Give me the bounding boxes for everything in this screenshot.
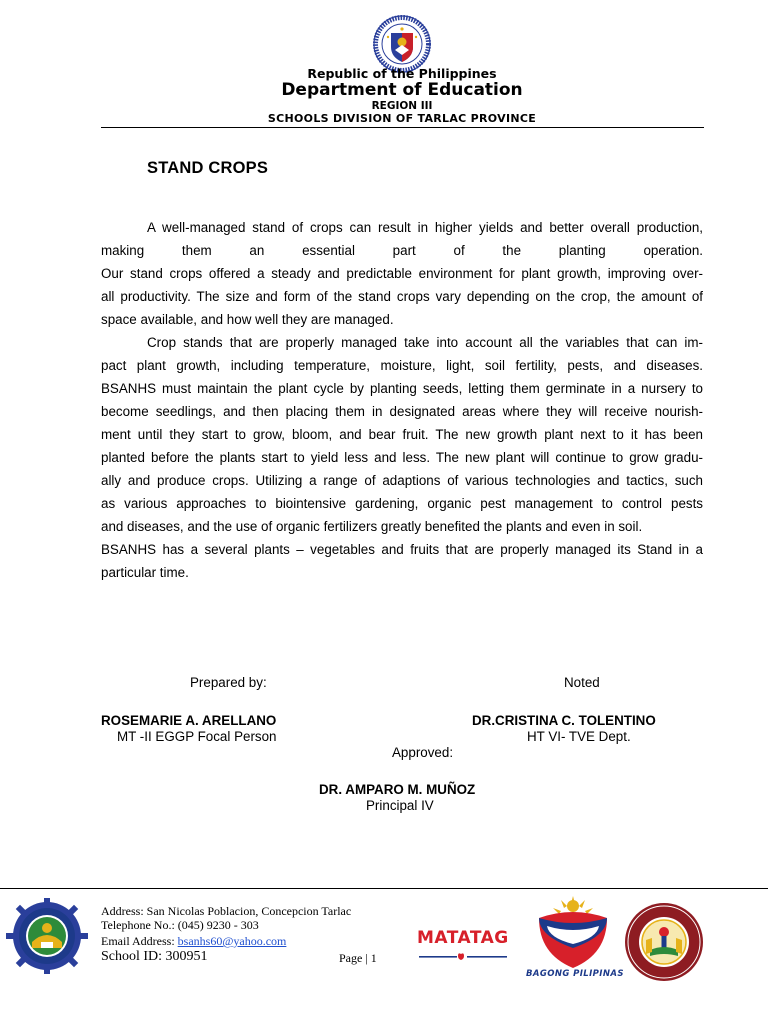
footer-divider: [101, 888, 768, 889]
body-line: ment until they start to grow, bloom, and bear fruit. The new growth plant next to it has been: [101, 427, 703, 442]
approved-by-name: DR. AMPARO M. MUÑOZ: [319, 782, 476, 797]
matatag-tagline-graphic: [417, 953, 511, 961]
approved-by-position: Principal IV: [366, 798, 434, 813]
noted-by-name: DR.CRISTINA C. TOLENTINO: [472, 713, 656, 728]
footer-email-line: [101, 934, 286, 949]
body-line: Crop stands that are properly managed take into account all the variables that can im-: [147, 335, 703, 350]
footer-page-number: Page | 1: [339, 951, 377, 965]
header-divider: [101, 127, 704, 128]
header-republic: Republic of the Philippines: [307, 66, 497, 81]
body-line: particular time.: [101, 565, 189, 580]
footer-email-label: Email Address:: [101, 934, 178, 948]
deped-seal-logo: [373, 15, 431, 73]
body-line: A well-managed stand of crops can result in higher yields and better overall production,: [147, 220, 703, 235]
document-body: [101, 216, 703, 584]
body-line: BSANHS must maintain the plant cycle by planting seeds, letting them germinate in a nursery to: [101, 381, 703, 396]
noted-label: Noted: [564, 675, 600, 690]
header-division: SCHOOLS DIVISION OF TARLAC PROVINCE: [267, 112, 537, 125]
footer-email-link[interactable]: bsanhs60@yahoo.com: [177, 934, 287, 948]
body-line: Our stand crops offered a steady and predictable environment for plant growth, improving over-: [101, 266, 703, 281]
footer-address: Address: San Nicolas Poblacion, Concepcion Tarlac: [101, 904, 352, 918]
bagong-pilipinas-logo: [533, 896, 613, 970]
body-line: space available, and how well they are managed.: [101, 312, 394, 327]
body-line: become seedlings, and then placing them in designated areas where they will receive nourish-: [101, 404, 703, 419]
header-region: REGION III: [371, 100, 433, 112]
body-line: all productivity. The size and form of the stand crops vary depending on the crop, the amount of: [101, 289, 703, 304]
footer-school-id: School ID: 300951: [101, 949, 208, 964]
prepared-by-position: MT -II EGGP Focal Person: [117, 729, 277, 744]
footer-telephone: Telephone No.: (045) 9230 - 303: [101, 918, 259, 932]
body-line: ally and produce crops. Utilizing a range of adaptions of various technologies and tactics, such: [101, 473, 703, 488]
school-logo: [5, 898, 89, 974]
body-line: and diseases, and the use of organic fertilizers greatly benefited the plants and even in soil.: [101, 519, 643, 534]
body-line: pact plant growth, including temperature, moisture, light, soil fertility, pests, and diseases.: [101, 358, 703, 373]
bagong-pilipinas-wordmark: BAGONG PILIPINAS: [526, 969, 624, 979]
matatag-wordmark: MATATAG: [417, 928, 509, 948]
document-title: STAND CROPS: [147, 159, 269, 177]
header-department: Department of Education: [281, 80, 523, 100]
prepared-by-name: ROSEMARIE A. ARELLANO: [101, 713, 277, 728]
prepared-by-label: Prepared by:: [190, 675, 267, 690]
noted-by-position: HT VI- TVE Dept.: [527, 729, 631, 744]
matatag-logo: [417, 928, 511, 958]
approved-label: Approved:: [392, 745, 454, 760]
tarlac-division-seal: [624, 902, 704, 982]
body-line: making them an essential part of the planting operation.: [101, 243, 703, 258]
body-line: as various approaches to biointensive gardening, organic pest management to control pests: [101, 496, 703, 511]
body-line: planted before the plants start to yield less and less. The new plant will continue to grow gradu-: [101, 450, 703, 465]
body-line: BSANHS has a several plants – vegetables and fruits that are properly managed its Stand in a: [101, 542, 703, 557]
